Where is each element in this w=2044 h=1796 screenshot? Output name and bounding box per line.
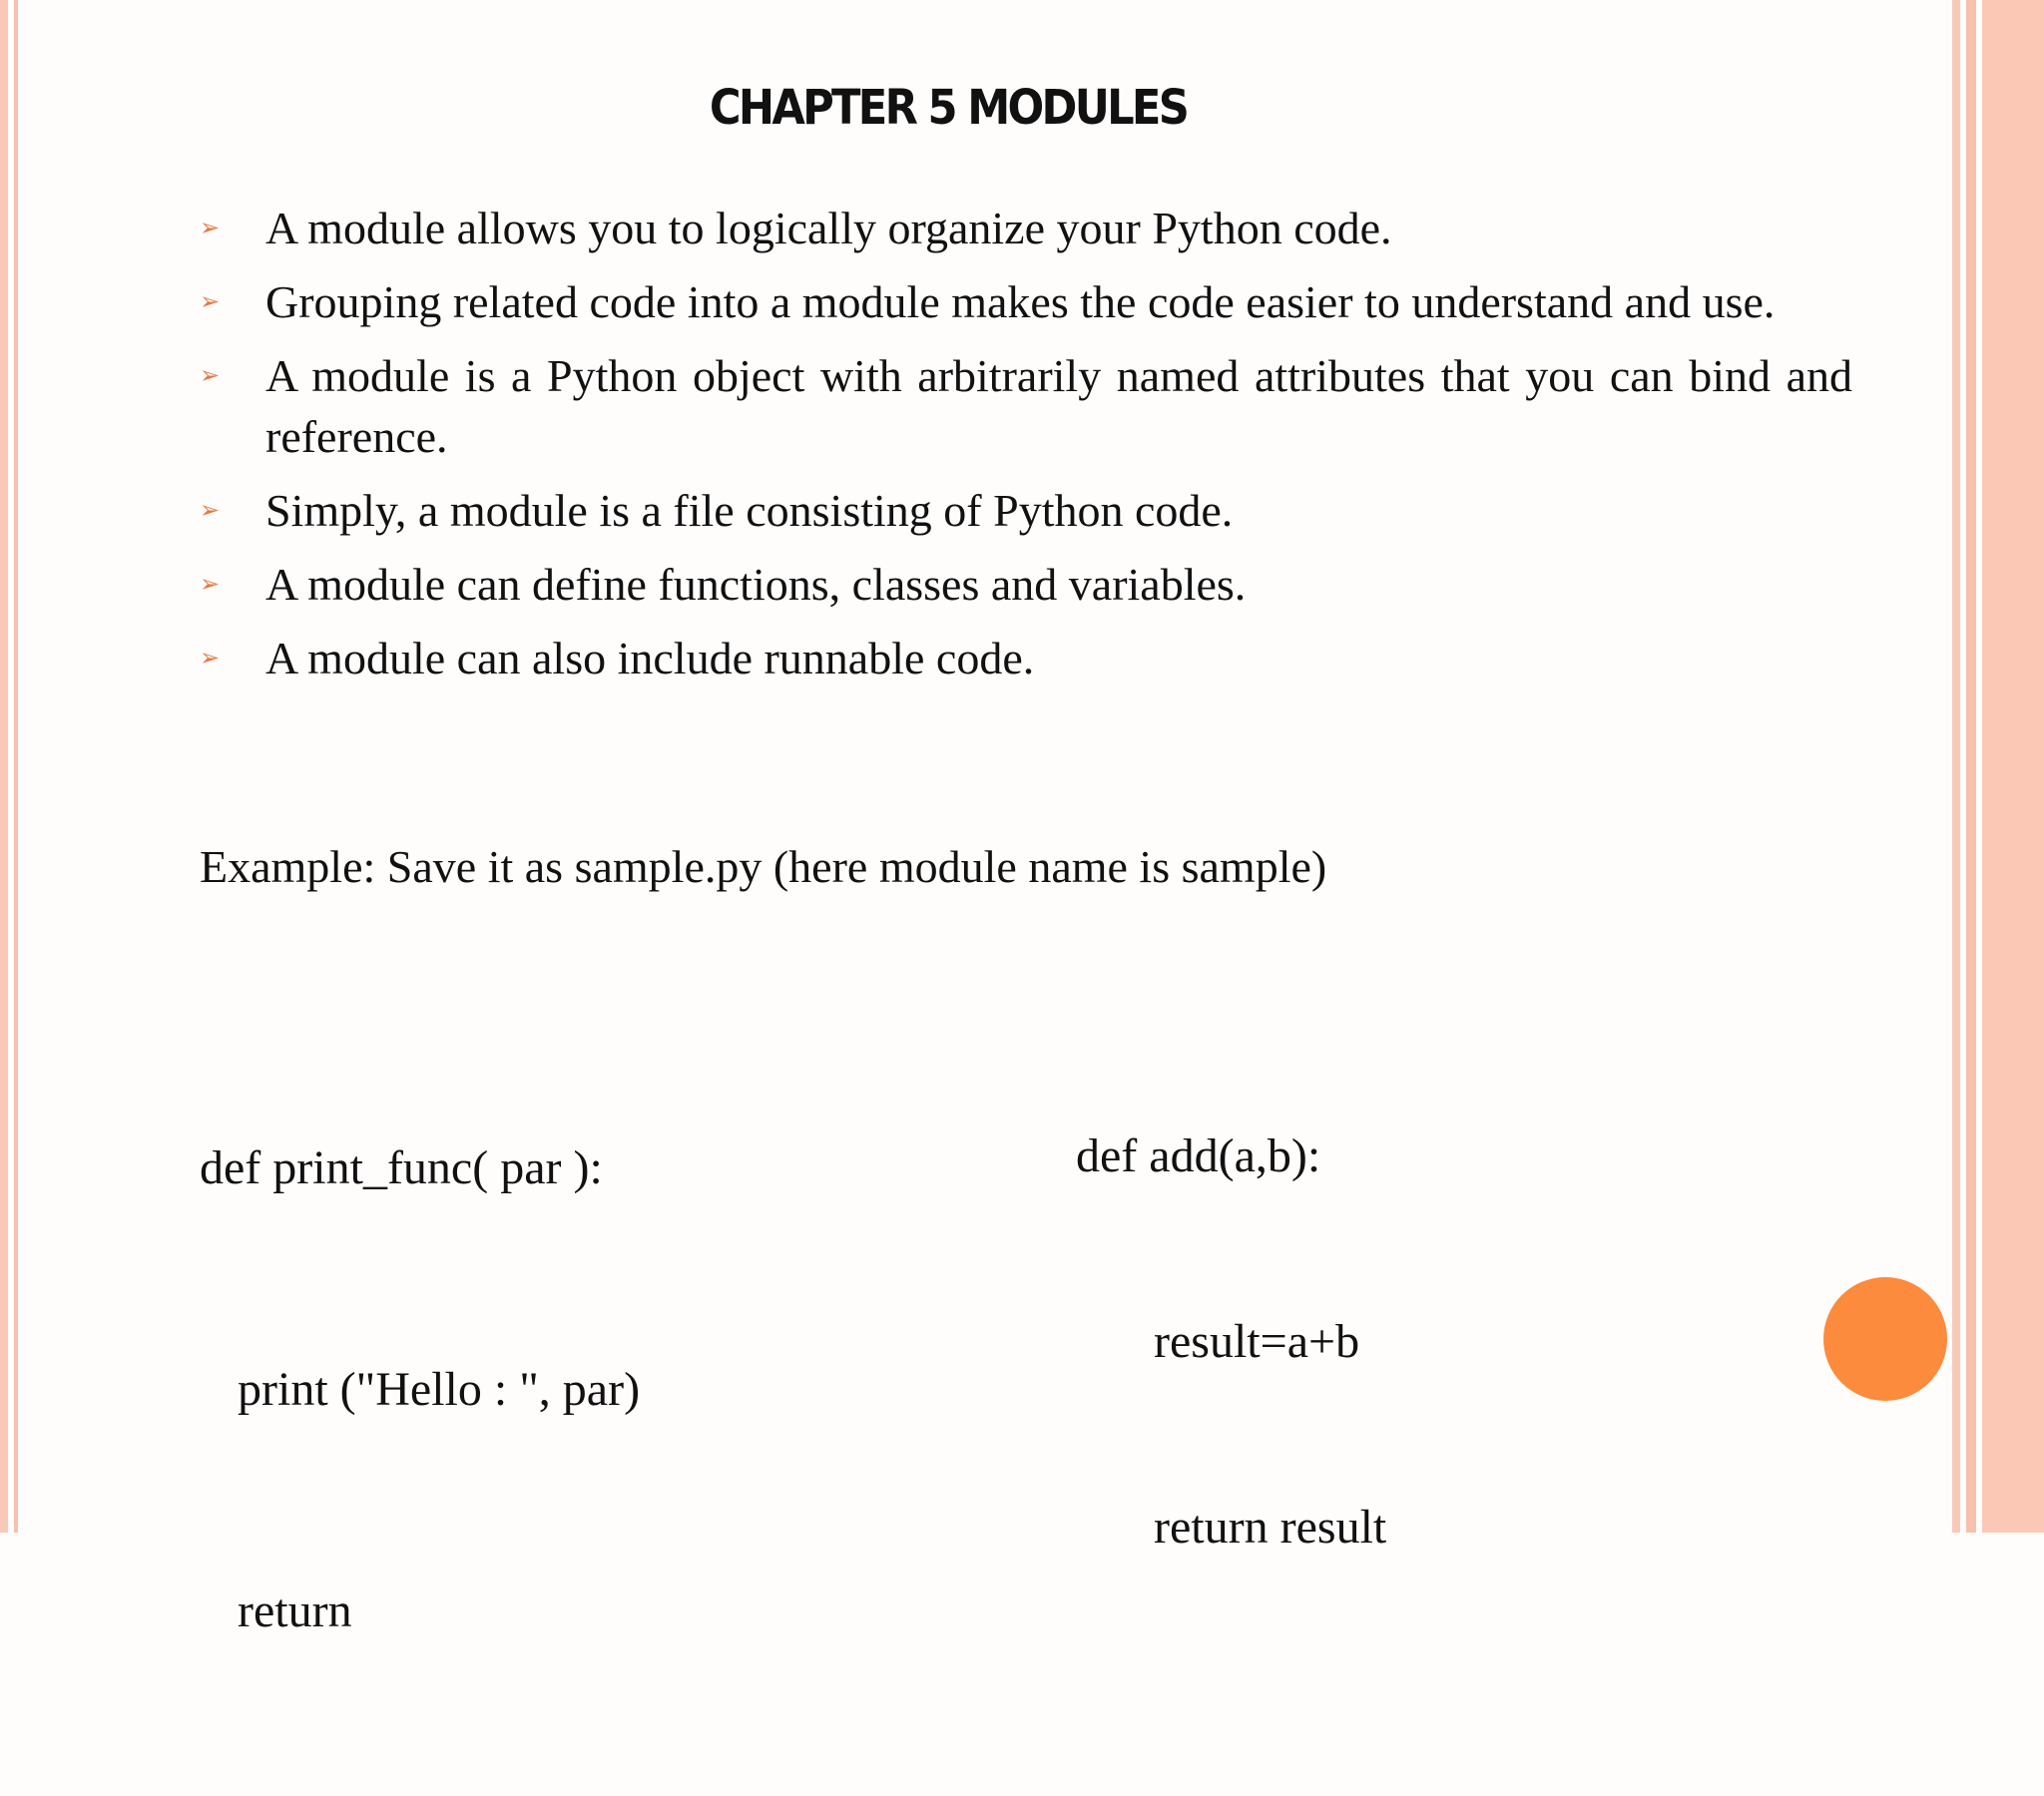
arrow-bullet-icon: ➢ — [200, 214, 221, 241]
code-line: def add(a,b): — [1076, 1129, 1321, 1182]
slide-title: CHAPTER 5 MODULES — [709, 80, 1188, 136]
right-border-stripe-outer — [1982, 0, 2044, 1533]
right-border-stripe-middle — [1966, 0, 1976, 1533]
code-line: return result — [1154, 1501, 1387, 1554]
decorative-orange-circle — [1823, 1277, 1947, 1401]
bullet-text: Simply, a module is a file consisting of Python code. — [265, 485, 1234, 536]
code-block-print-func — [200, 984, 640, 1796]
code-line: print ("Hello : ", par) — [238, 1363, 641, 1416]
example-caption: Example: Save it as sample.py (here module name is sample) — [200, 841, 1327, 892]
bullet-item — [200, 271, 1852, 332]
bullet-item — [200, 480, 1852, 541]
bullet-text: A module is a Python object with arbitrarily named attributes that you can bind and reference. — [265, 350, 1852, 462]
arrow-bullet-icon: ➢ — [200, 496, 221, 524]
left-border-stripe-inner — [14, 0, 18, 1533]
arrow-bullet-icon: ➢ — [200, 644, 221, 672]
bullet-item — [200, 345, 1852, 467]
code-block-add — [1076, 1002, 1386, 1682]
code-line: return — [238, 1584, 352, 1637]
right-border-stripe-inner — [1952, 0, 1960, 1533]
bullet-item — [200, 628, 1852, 688]
bullet-text: A module can also include runnable code. — [265, 633, 1035, 683]
bullet-item — [200, 198, 1852, 258]
bullet-list — [200, 198, 1852, 701]
arrow-bullet-icon: ➢ — [200, 570, 221, 598]
code-line: def print_func( par ): — [200, 1141, 603, 1194]
bullet-item — [200, 554, 1852, 615]
bullet-text: A module can define functions, classes and variables. — [265, 559, 1247, 610]
bullet-text: A module allows you to logically organize your Python code. — [265, 203, 1392, 253]
left-border-stripe — [0, 0, 8, 1533]
arrow-bullet-icon: ➢ — [200, 287, 221, 315]
arrow-bullet-icon: ➢ — [200, 361, 221, 389]
code-line: result=a+b — [1154, 1315, 1360, 1368]
bullet-text: Grouping related code into a module makes the code easier to understand and use. — [265, 276, 1776, 327]
